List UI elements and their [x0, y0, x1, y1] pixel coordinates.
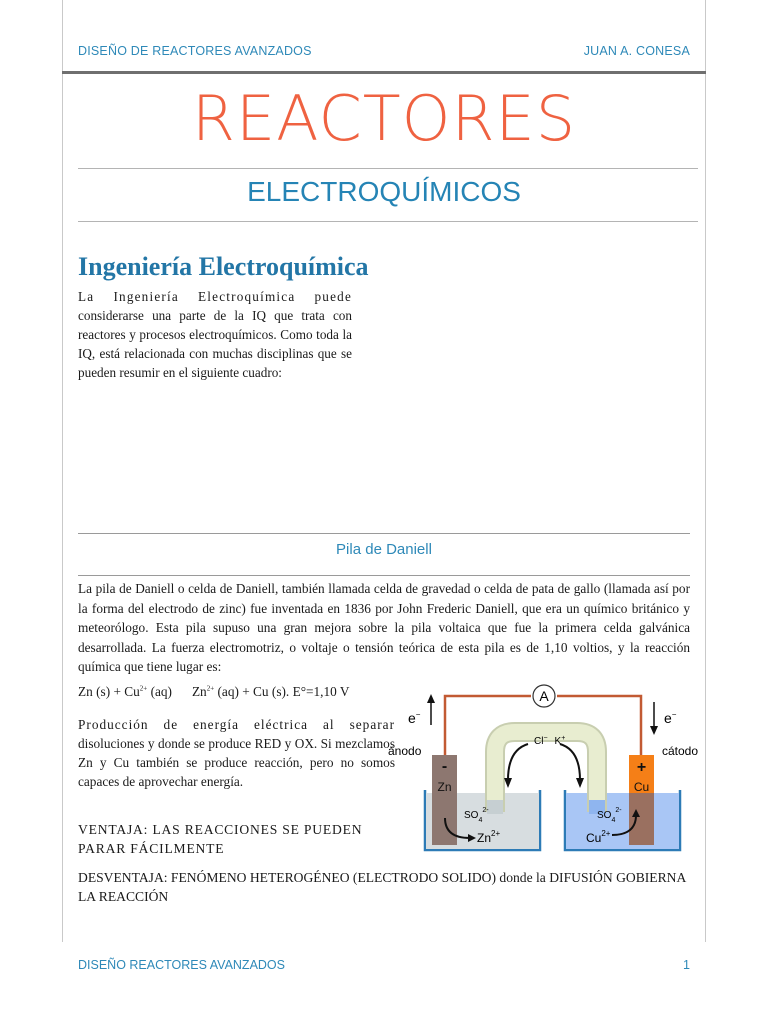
daniell-cell-diagram — [388, 680, 710, 860]
page-subtitle: ELECTROQUÍMICOS — [247, 176, 521, 207]
desventaja-text: DESVENTAJA: FENÓMENO HETEROGÉNEO (ELECTRODO SOLIDO) donde la DIFUSIÓN GOBIERNA LA REACCIÓN — [78, 870, 686, 904]
production-paragraph — [78, 715, 395, 791]
page-title: REACTORES — [191, 82, 577, 155]
ventaja-text: VENTAJA: LAS REACCIONES SE PUEDEN PARAR FÁCILMENTE — [78, 822, 363, 856]
page-number: 1 — [683, 958, 690, 972]
zinc-ion-label: $Zn^{2+}$ — [477, 829, 501, 845]
cathode-label: cátodo — [662, 744, 699, 758]
production-rest: disoluciones y donde se produce RED y OX. Si mezclamos Zn y Cu también se produce reacción, pero no somos capaces de aprovechar energía. — [78, 736, 395, 789]
eq-left-sup: 2+ — [139, 684, 148, 693]
eq-left: Zn (s) + Cu — [78, 684, 140, 699]
section-divider-top — [78, 533, 690, 534]
section-heading-ingenieria: Ingeniería Electroquímica — [78, 252, 369, 281]
page-border-right — [705, 0, 706, 72]
copper-label: Cu — [633, 780, 650, 794]
daniell-paragraph: La pila de Daniell o celda de Daniell, también llamada celda de gravedad o celda de pata de gallo (llamada así por la forma del electrodo de zinc) fue inventada en 1836 por John Frederic Daniell, que era un químico británico y meteorólogo. Esta pila supuso una gran mejora sobre la pila voltaica que fue la primera celda galvánica desarrollada. La fuerza electromotriz, o voltaje o tensión teórica de esta pila es de 1,10 voltios, y la reacción química que tiene lugar es: — [78, 581, 690, 674]
electron-label-left: e− — [408, 710, 421, 726]
intro-rest: considerarse una parte de la IQ que trata con reactores y procesos electroquímicos. Como toda la IQ, está relacionada con muchas disciplinas que se pueden resumir en el siguiente cuadro: — [78, 308, 352, 380]
bridge-arrow-right-icon — [560, 744, 580, 780]
intro-paragraph — [78, 287, 352, 382]
reaction-equation — [78, 684, 349, 700]
bridge-ions-label: Cl− K+ — [534, 735, 566, 747]
copper-sign: + — [636, 759, 647, 776]
copper-ion-label: $Cu^{2+}$ — [586, 829, 611, 845]
subtitle-divider — [78, 221, 698, 222]
anode-label: ánodo — [388, 744, 422, 758]
sulfate-left-label: $SO_4^{2-}$ — [464, 807, 489, 824]
footer-text: DISEÑO REACTORES AVANZADOS — [78, 958, 285, 972]
title-divider — [78, 168, 698, 169]
header-right-text: JUAN A. CONESA — [583, 44, 690, 58]
page-border-left — [62, 0, 63, 72]
bridge-arrow-left-icon — [508, 744, 528, 780]
section-heading-daniell: Pila de Daniell — [336, 541, 432, 558]
section-divider-bottom — [78, 575, 690, 576]
intro-first-line: La Ingeniería Electroquímica puede — [78, 289, 352, 304]
electron-label-right: e− — [664, 710, 677, 726]
eq-right-end: (aq) + Cu (s). E°=1,10 V — [214, 684, 350, 699]
header-divider — [62, 71, 706, 74]
right-solution — [566, 793, 679, 849]
eq-right-sup: 2+ — [206, 684, 215, 693]
production-first-line: Producción de energía eléctrica al separar — [78, 717, 395, 732]
zinc-sign: - — [441, 758, 448, 775]
eq-right: Zn — [191, 684, 207, 699]
sulfate-right-label: $SO_4^{2-}$ — [597, 807, 622, 824]
ammeter-label: A — [539, 688, 549, 704]
header-left-text: DISEÑO DE REACTORES AVANZADOS — [78, 44, 312, 58]
eq-left-end: (aq) — [147, 684, 172, 699]
zinc-label: Zn — [437, 780, 452, 794]
